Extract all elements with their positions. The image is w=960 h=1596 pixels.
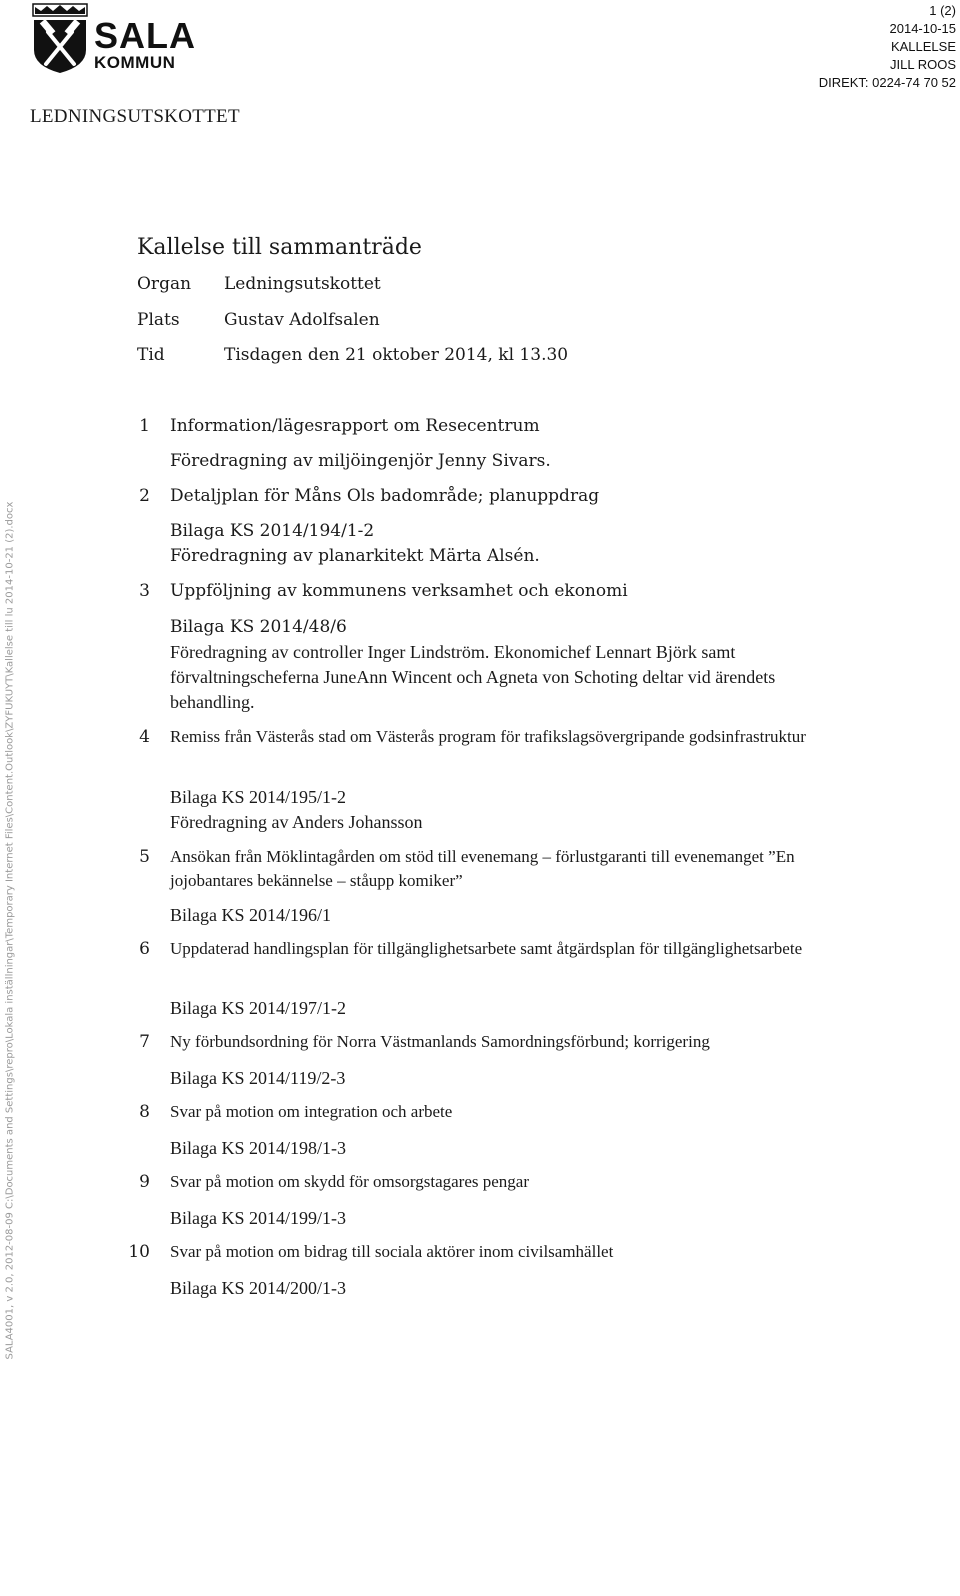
department-name: LEDNINGSUTSKOTTET xyxy=(30,106,240,127)
agenda-item-title: Ansökan från Möklintagården om stöd till evenemang – förlustgaranti till evenemanget ”En jojobantares bekännelse – ståupp komiker” xyxy=(170,847,795,890)
agenda-item-title: Ny förbundsordning för Norra Västmanlands Samordningsförbund; korrigering xyxy=(170,1032,710,1051)
document-header-info xyxy=(819,2,956,92)
agenda-item-title: Remiss från Västerås stad om Västerås program för trafikslagsövergripande godsinfrastruktur xyxy=(170,727,806,746)
organ-value: Ledningsutskottet xyxy=(224,274,381,294)
agenda-item-note: Föredragning av planarkitekt Märta Alsén. xyxy=(170,546,540,566)
crest-icon xyxy=(30,2,90,74)
agenda-item-attachment: Bilaga KS 2014/48/6 xyxy=(170,617,347,637)
document-date: 2014-10-15 xyxy=(889,21,956,36)
page-number: 1 (2) xyxy=(929,3,956,18)
agenda-item-attachment: Bilaga KS 2014/198/1-3 xyxy=(170,1138,346,1158)
agenda-item-number: 10 xyxy=(128,1242,150,1262)
author-name: JILL ROOS xyxy=(890,57,956,72)
agenda-item-note: Föredragning av miljöingenjör Jenny Sivars. xyxy=(170,451,551,471)
agenda-item-number: 6 xyxy=(139,939,150,959)
agenda-item-attachment: Bilaga KS 2014/195/1-2 xyxy=(170,787,346,807)
agenda-item-title: Svar på motion om integration och arbete xyxy=(170,1102,453,1121)
agenda-item-note: Föredragning av Anders Johansson xyxy=(170,812,423,832)
agenda-item-number: 2 xyxy=(139,486,150,506)
agenda-item-note: Föredragning av controller Inger Lindström. Ekonomichef Lennart Björk samt förvaltningscheferna JuneAnn Wincent och Agneta von Schoting deltar vid ärendets behandling. xyxy=(170,642,776,712)
agenda-item-attachment: Bilaga KS 2014/194/1-2 xyxy=(170,521,375,541)
sala-kommun-logo xyxy=(30,2,196,74)
agenda-item-title: Detaljplan för Måns Ols badområde; planuppdrag xyxy=(170,486,600,506)
agenda-item-attachment: Bilaga KS 2014/197/1-2 xyxy=(170,998,346,1018)
agenda-item-title: Uppdaterad handlingsplan för tillgänglighetsarbete samt åtgärdsplan för tillgänglighetsarbete xyxy=(170,939,803,958)
agenda-item-title: Svar på motion om bidrag till sociala aktörer inom civilsamhället xyxy=(170,1242,614,1261)
organ-label: Organ xyxy=(137,274,192,294)
agenda-item-number: 7 xyxy=(139,1032,150,1052)
agenda-item-attachment: Bilaga KS 2014/196/1 xyxy=(170,905,331,925)
plats-value: Gustav Adolfsalen xyxy=(224,310,380,330)
direct-phone: DIREKT: 0224-74 70 52 xyxy=(818,75,956,90)
plats-label: Plats xyxy=(137,310,180,330)
agenda-item-attachment: Bilaga KS 2014/119/2-3 xyxy=(170,1068,346,1088)
document-type: KALLELSE xyxy=(890,39,956,54)
document-title: Kallelse till sammanträde xyxy=(137,235,422,260)
file-path-footer: SALA4001, v 2.0, 2012-08-09 C:\Documents and Settings\repro\Lokala inställningar\Temporary Internet Files\Content.Outlook\ZYFUKUYT\Kallelse till lu 2014-10-21 (2).docx xyxy=(4,501,16,1360)
agenda-item-title: Information/lägesrapport om Resecentrum xyxy=(170,416,540,436)
agenda-item-attachment: Bilaga KS 2014/200/1-3 xyxy=(170,1278,346,1298)
agenda-item-number: 8 xyxy=(139,1102,150,1122)
agenda-item-number: 1 xyxy=(139,416,150,436)
agenda-item-attachment: Bilaga KS 2014/199/1-3 xyxy=(170,1208,346,1228)
agenda-item-number: 3 xyxy=(139,581,150,601)
logo-subname: KOMMUN xyxy=(94,53,176,72)
tid-label: Tid xyxy=(137,345,165,365)
agenda-item-title: Uppföljning av kommunens verksamhet och ekonomi xyxy=(170,581,628,601)
agenda-item-title: Svar på motion om skydd för omsorgstagares pengar xyxy=(170,1172,529,1191)
agenda-item-number: 5 xyxy=(139,847,150,867)
agenda-item-number: 4 xyxy=(139,727,150,747)
logo-name: SALA xyxy=(94,15,196,56)
agenda-item-number: 9 xyxy=(139,1172,150,1192)
tid-value: Tisdagen den 21 oktober 2014, kl 13.30 xyxy=(224,345,569,365)
